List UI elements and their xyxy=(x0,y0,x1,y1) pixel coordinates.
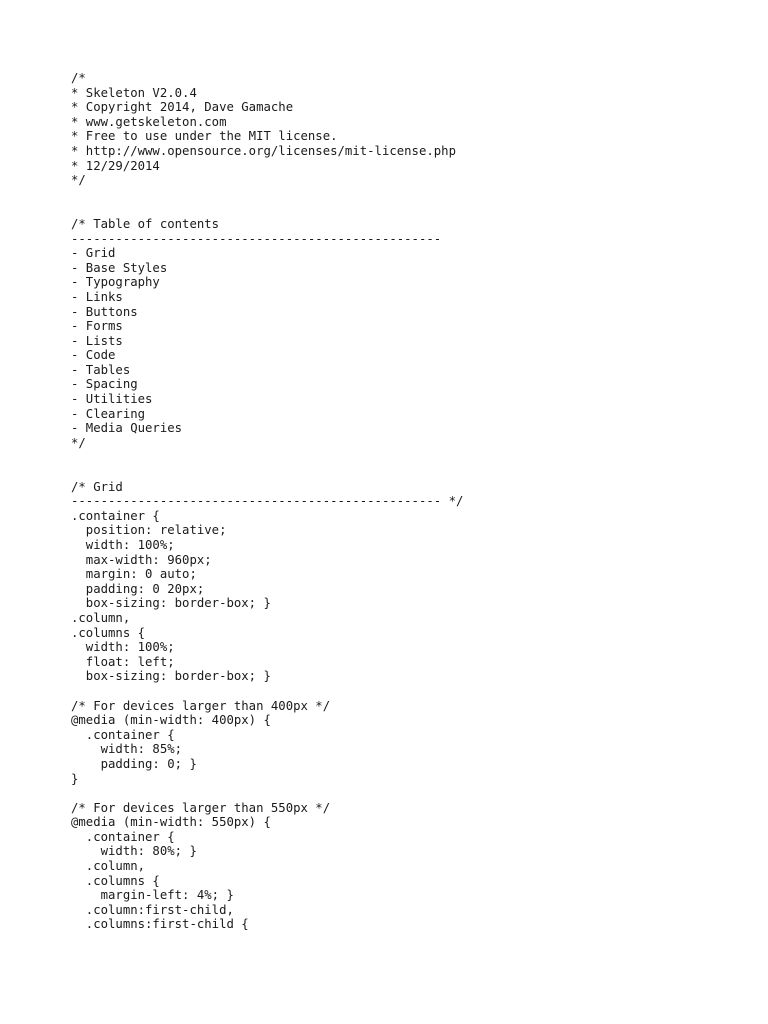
code-line: - Forms xyxy=(71,319,123,334)
code-line: - Utilities xyxy=(71,392,153,407)
code-line: -------------------------------------------------- */ xyxy=(71,494,464,509)
code-line: - Grid xyxy=(71,246,116,261)
code-line: box-sizing: border-box; } xyxy=(71,596,271,611)
code-line: - Typography xyxy=(71,275,160,290)
code-line: .columns:first-child { xyxy=(71,917,249,932)
code-line: /* For devices larger than 400px */ xyxy=(71,698,331,713)
code-line: - Lists xyxy=(71,333,123,348)
code-line: - Media Queries xyxy=(71,421,183,436)
code-line: * Copyright 2014, Dave Gamache xyxy=(71,100,294,115)
code-line: - Code xyxy=(71,348,116,363)
code-line: -------------------------------------------------- xyxy=(71,231,442,246)
code-line: padding: 0; } xyxy=(71,756,197,771)
code-line: @media (min-width: 550px) { xyxy=(71,815,271,830)
code-line: margin: 0 auto; xyxy=(71,567,197,582)
code-line xyxy=(71,684,731,699)
code-line: /* Grid xyxy=(71,479,123,494)
code-line xyxy=(71,450,731,465)
code-line: * Skeleton V2.0.4 xyxy=(71,85,197,100)
code-line: .column, xyxy=(71,859,146,874)
code-line: */ xyxy=(71,435,86,450)
code-line: .container { xyxy=(71,829,175,844)
code-line: /* Table of contents xyxy=(71,216,220,231)
code-line: .column, xyxy=(71,610,131,625)
code-line: width: 100%; xyxy=(71,538,175,552)
code-line: - Clearing xyxy=(71,406,146,421)
code-line: width: 80%; } xyxy=(71,844,197,859)
code-line: position: relative; xyxy=(71,523,227,538)
code-line: .container { xyxy=(71,508,160,523)
code-line: .columns { xyxy=(71,625,146,640)
code-line xyxy=(71,202,731,217)
code-line: * http://www.opensource.org/licenses/mit-license.php xyxy=(71,143,456,158)
code-line: - Base Styles xyxy=(71,260,168,275)
code-line: - Links xyxy=(71,289,123,304)
code-line: * Free to use under the MIT license. xyxy=(71,129,338,144)
code-line: padding: 0 20px; xyxy=(71,581,205,596)
code-line: .container { xyxy=(71,727,175,742)
code-line: /* xyxy=(71,71,86,85)
code-line xyxy=(71,465,731,480)
code-line: - Buttons xyxy=(71,304,138,319)
code-line: margin-left: 4%; } xyxy=(71,888,234,903)
code-line: .columns { xyxy=(71,873,160,888)
code-line: max-width: 960px; xyxy=(71,552,212,567)
code-line: - Spacing xyxy=(71,377,138,392)
code-line xyxy=(71,786,731,801)
code-line: @media (min-width: 400px) { xyxy=(71,713,271,728)
code-line: * 12/29/2014 xyxy=(71,158,160,173)
code-line: /* For devices larger than 550px */ xyxy=(71,800,331,815)
code-line: } xyxy=(71,771,79,786)
code-document xyxy=(71,71,731,932)
code-line: box-sizing: border-box; } xyxy=(71,669,271,684)
code-line: width: 100%; xyxy=(71,640,175,655)
code-line: - Tables xyxy=(71,362,131,377)
code-line xyxy=(71,188,731,203)
code-line: */ xyxy=(71,173,86,188)
code-line: * www.getskeleton.com xyxy=(71,114,227,129)
code-line: width: 85%; xyxy=(71,742,183,757)
code-line: .column:first-child, xyxy=(71,902,234,917)
code-line: float: left; xyxy=(71,654,175,669)
